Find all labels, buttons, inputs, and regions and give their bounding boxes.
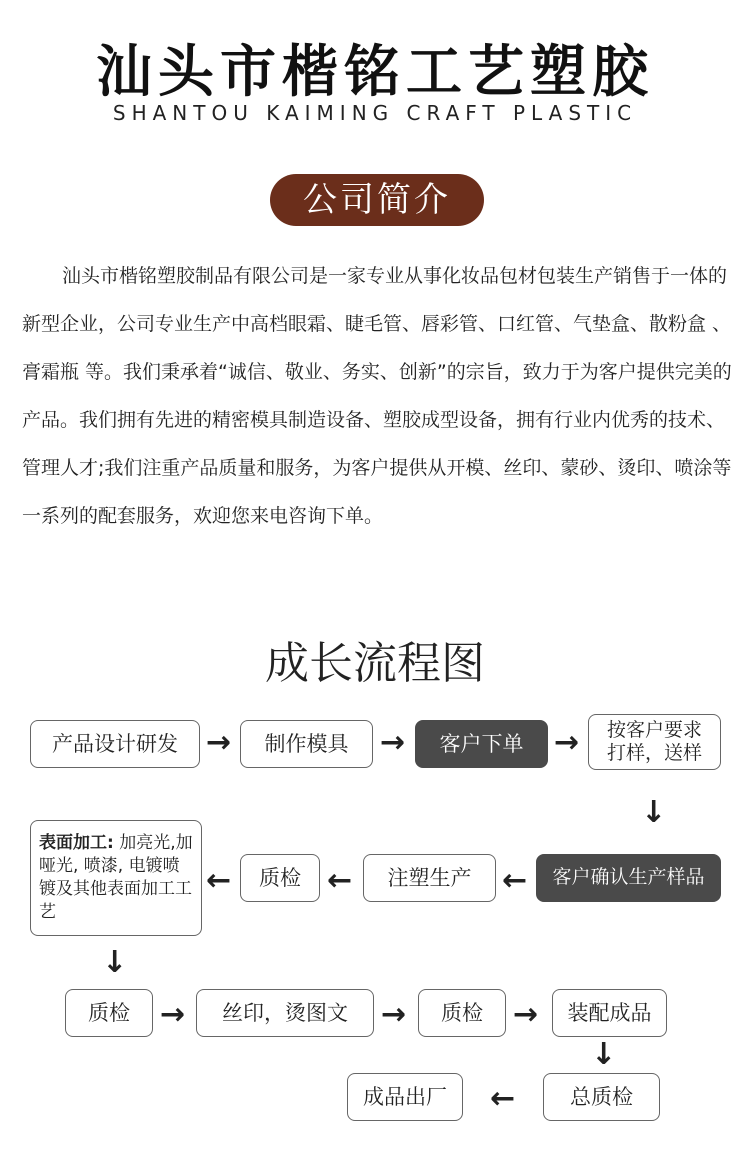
arrow-down-icon: ↓	[591, 1037, 617, 1072]
step-sampling-line2: 打样，送样	[606, 742, 702, 764]
arrow-right-icon: →	[513, 997, 539, 1032]
intro-paragraph: 汕头市楷铭塑胶制品有限公司是一家专业从事化妆品包材包装生产销售于一体的新型企业，公司专业生产中高档眼霜、睫毛管、唇彩管、口红管、气垫盒、散粉盒 、膏霜瓶 等。我们秉承着“诚信、敬业、务实、创新”的宗旨，致力于为客户提供完美的产品。我们拥有先进的精密模具制造设备、塑胶成型设备，拥有行业内优秀的技术、管理人才;我们注重产品质量和服务，为客户提供从开模、丝印、蒙砂、烫印、喷涂等一系列的配套服务，欢迎您来电咨询下单。	[22, 265, 732, 527]
step-customer-order: 客户下单	[415, 720, 548, 768]
surface-treatment-detail: 加亮光,加哑光, 喷漆, 电镀喷镀及其他表面加工工艺	[39, 833, 193, 922]
step-mold-making: 制作模具	[240, 720, 373, 768]
arrow-right-icon: →	[380, 725, 406, 760]
flow-title: 成长流程图	[265, 638, 485, 689]
step-sampling	[588, 714, 721, 770]
arrow-right-icon: →	[381, 997, 407, 1032]
arrow-left-icon: ←	[502, 863, 528, 898]
arrow-right-icon: →	[554, 725, 580, 760]
arrow-down-icon: ↓	[102, 945, 128, 980]
step-final-qc: 总质检	[543, 1073, 660, 1121]
step-qc-3: 质检	[418, 989, 506, 1037]
step-shipment: 成品出厂	[347, 1073, 463, 1121]
step-qc-2: 质检	[65, 989, 153, 1037]
company-title: 汕头市楷铭工艺塑胶	[96, 40, 654, 105]
arrow-right-icon: →	[160, 997, 186, 1032]
step-surface-treatment	[30, 820, 202, 936]
step-silkscreen: 丝印，烫图文	[196, 989, 374, 1037]
step-product-design: 产品设计研发	[30, 720, 200, 768]
surface-treatment-label: 表面加工:	[39, 833, 114, 854]
step-sampling-line1: 按客户要求	[606, 719, 702, 742]
step-confirm-sample: 客户确认生产样品	[536, 854, 721, 902]
company-title-english: SHANTOU KAIMING CRAFT PLASTIC	[112, 101, 638, 125]
arrow-left-icon: ←	[327, 863, 353, 898]
arrow-left-icon: ←	[490, 1081, 516, 1116]
step-qc-1: 质检	[240, 854, 320, 902]
step-injection-molding: 注塑生产	[363, 854, 496, 902]
step-assembly: 装配成品	[552, 989, 667, 1037]
intro-badge: 公司简介	[270, 174, 484, 226]
arrow-down-icon: ↓	[641, 795, 667, 830]
arrow-left-icon: ←	[206, 863, 232, 898]
surface-treatment-text	[39, 832, 193, 924]
arrow-right-icon: →	[206, 725, 232, 760]
